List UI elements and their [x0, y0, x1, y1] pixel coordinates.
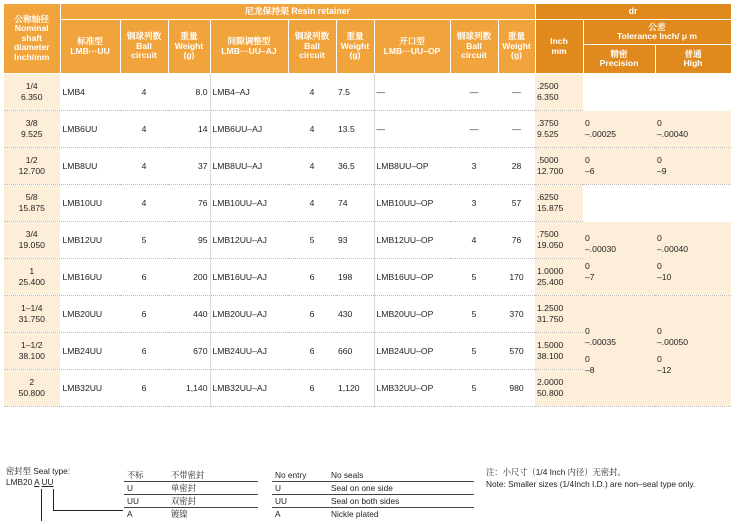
- seal-desc-en: Seal on one side: [328, 482, 474, 495]
- ball-circuit-standard: 5: [120, 222, 168, 259]
- open-model: LMB16UU–OP: [374, 259, 450, 296]
- adjustable-model: LMB24UU–AJ: [210, 333, 288, 370]
- tolerance-precision: 0 –.00030 0 –7: [583, 222, 655, 296]
- weight-standard: 200: [168, 259, 210, 296]
- adjustable-model: LMB6UU–AJ: [210, 111, 288, 148]
- weight-standard: 670: [168, 333, 210, 370]
- standard-model: LMB24UU: [60, 333, 120, 370]
- dr-inch-mm: 2.0000 50.800: [535, 370, 583, 407]
- ball-circuit-adjustable: 6: [288, 333, 336, 370]
- open-model: LMB10UU–OP: [374, 185, 450, 222]
- header-resin-retainer: 尼龙保持架 Resin retainer: [60, 4, 535, 20]
- header-standard: 标准型 LMB···UU: [60, 20, 120, 74]
- weight-standard: 95: [168, 222, 210, 259]
- ball-circuit-open: —: [450, 111, 498, 148]
- header-adjustable: 间隙调整型 LMB···UU–AJ: [210, 20, 288, 74]
- seal-row: [124, 469, 474, 482]
- adjustable-model: LMB8UU–AJ: [210, 148, 288, 185]
- adjustable-model: LMB10UU–AJ: [210, 185, 288, 222]
- header-inch-mm: Inch mm: [535, 20, 583, 74]
- ball-circuit-open: 3: [450, 185, 498, 222]
- header-weight-2: 重量 Weight (g): [336, 20, 374, 74]
- seal-code-uu: UU: [41, 477, 54, 487]
- seal-code-cn: A: [127, 509, 133, 519]
- weight-standard: 1,140: [168, 370, 210, 407]
- shaft-diameter: 3/8 9.525: [4, 111, 60, 148]
- spec-table: [4, 4, 732, 407]
- standard-model: LMB10UU: [60, 185, 120, 222]
- dr-inch-mm: .7500 19.050: [535, 222, 583, 259]
- weight-standard: 440: [168, 296, 210, 333]
- header-tolerance: 公差 Tolerance Inch/ μ m: [583, 20, 731, 45]
- seal-code-cn: 不标: [124, 469, 168, 482]
- table-row: [4, 185, 731, 222]
- ball-circuit-adjustable: 4: [288, 111, 336, 148]
- seal-code-cn: U: [124, 482, 168, 495]
- ball-circuit-standard: 6: [120, 370, 168, 407]
- tolerance-high: 0 –.00050 0 –12: [655, 296, 731, 407]
- leader-line-uu-horizontal: [53, 510, 123, 511]
- standard-model: LMB8UU: [60, 148, 120, 185]
- header-precision: 精密 Precision: [583, 45, 655, 74]
- leader-line-a-vertical: [41, 489, 42, 521]
- tolerance-precision: 0 –.00035 0 –8: [583, 296, 655, 407]
- table-row: [4, 74, 731, 111]
- spec-table-body: [4, 74, 731, 407]
- header-dr: dr: [535, 4, 731, 20]
- table-row: [4, 296, 731, 333]
- dr-inch-mm: 1.0000 25.400: [535, 259, 583, 296]
- tolerance-high: 0 –.00040: [655, 111, 731, 148]
- dr-inch-mm: .5000 12.700: [535, 148, 583, 185]
- weight-adjustable: 1,120: [336, 370, 374, 407]
- ball-circuit-adjustable: 5: [288, 222, 336, 259]
- weight-open: 76: [498, 222, 535, 259]
- ball-circuit-standard: 4: [120, 185, 168, 222]
- shaft-diameter: 1–1/4 31.750: [4, 296, 60, 333]
- adjustable-model: LMB20UU–AJ: [210, 296, 288, 333]
- weight-standard: 8.0: [168, 74, 210, 111]
- seal-desc-cn: 镀镍: [171, 509, 188, 519]
- shaft-diameter: 1/2 12.700: [4, 148, 60, 185]
- ball-circuit-open: 4: [450, 222, 498, 259]
- weight-adjustable: 7.5: [336, 74, 374, 111]
- open-model: —: [374, 111, 450, 148]
- shaft-diameter: 1/4 6.350: [4, 74, 60, 111]
- standard-model: LMB20UU: [60, 296, 120, 333]
- header-ball-circuit-2: 钢球列数 Ball circuit: [288, 20, 336, 74]
- ball-circuit-open: 5: [450, 259, 498, 296]
- seal-desc-cn: 不带密封: [168, 469, 258, 482]
- weight-standard: 37: [168, 148, 210, 185]
- header-ball-circuit-1: 钢球列数 Ball circuit: [120, 20, 168, 74]
- tolerance-high: 0 –9: [655, 148, 731, 185]
- weight-adjustable: 660: [336, 333, 374, 370]
- header-ball-circuit-3: 钢球列数 Ball circuit: [450, 20, 498, 74]
- standard-model: LMB16UU: [60, 259, 120, 296]
- seal-code-cn: UU: [124, 495, 168, 508]
- header-nominal-shaft: 公称轴径 Nominal shaft diameter Inch/mm: [4, 4, 60, 74]
- seal-code-en: No entry: [272, 469, 328, 482]
- open-model: LMB20UU–OP: [374, 296, 450, 333]
- ball-circuit-adjustable: 6: [288, 296, 336, 333]
- weight-open: 370: [498, 296, 535, 333]
- seal-row: [124, 482, 474, 495]
- seal-code-en: UU: [272, 495, 328, 508]
- seal-gap: [258, 495, 272, 508]
- ball-circuit-adjustable: 6: [288, 259, 336, 296]
- adjustable-model: LMB4–AJ: [210, 74, 288, 111]
- seal-desc-en: Seal on both sides: [328, 495, 474, 508]
- table-row: [4, 111, 731, 148]
- seal-row: [124, 495, 474, 508]
- seal-note: 注：小尺寸（1/4 Inch 内径）无密封。 Note: Smaller sizes (1/4Inch I.D.) are non–seal type only.: [486, 467, 696, 489]
- weight-standard: 14: [168, 111, 210, 148]
- weight-standard: 76: [168, 185, 210, 222]
- weight-open: —: [498, 111, 535, 148]
- seal-code-en: U: [272, 482, 328, 495]
- ball-circuit-standard: 6: [120, 259, 168, 296]
- standard-model: LMB4: [60, 74, 120, 111]
- ball-circuit-open: —: [450, 74, 498, 111]
- ball-circuit-standard: 6: [120, 296, 168, 333]
- shaft-diameter: 3/4 19.050: [4, 222, 60, 259]
- weight-open: 170: [498, 259, 535, 296]
- shaft-diameter: 1 25.400: [4, 259, 60, 296]
- table-row: [4, 222, 731, 259]
- ball-circuit-standard: 4: [120, 74, 168, 111]
- weight-adjustable: 13.5: [336, 111, 374, 148]
- ball-circuit-adjustable: 4: [288, 185, 336, 222]
- ball-circuit-adjustable: 6: [288, 370, 336, 407]
- seal-type-label: 密封型 Seal type: LMB20 A UU: [6, 466, 71, 487]
- open-model: LMB24UU–OP: [374, 333, 450, 370]
- open-model: —: [374, 74, 450, 111]
- tolerance-high: 0 –.00040 0 –10: [655, 222, 731, 296]
- ball-circuit-open: 3: [450, 148, 498, 185]
- weight-open: 980: [498, 370, 535, 407]
- seal-row: [124, 508, 474, 521]
- dr-inch-mm: 1.2500 31.750: [535, 296, 583, 333]
- tolerance-precision: 0 –6: [583, 148, 655, 185]
- weight-open: 28: [498, 148, 535, 185]
- weight-open: 570: [498, 333, 535, 370]
- seal-gap: [258, 508, 272, 521]
- weight-adjustable: 198: [336, 259, 374, 296]
- seal-gap: [258, 482, 272, 495]
- weight-open: —: [498, 74, 535, 111]
- ball-circuit-adjustable: 4: [288, 74, 336, 111]
- adjustable-model: LMB16UU–AJ: [210, 259, 288, 296]
- ball-circuit-open: 5: [450, 370, 498, 407]
- seal-code-a: A: [34, 477, 40, 487]
- standard-model: LMB32UU: [60, 370, 120, 407]
- standard-model: LMB12UU: [60, 222, 120, 259]
- seal-code-en: A: [275, 509, 281, 519]
- open-model: LMB32UU–OP: [374, 370, 450, 407]
- seal-desc-en: No seals: [328, 469, 474, 482]
- ball-circuit-open: 5: [450, 296, 498, 333]
- seal-desc-cn: 双密封: [168, 495, 258, 508]
- dr-inch-mm: .2500 6.350: [535, 74, 583, 111]
- header-weight-1: 重量 Weight (g): [168, 20, 210, 74]
- dr-inch-mm: .6250 15.875: [535, 185, 583, 222]
- shaft-diameter: 1–1/2 38.100: [4, 333, 60, 370]
- open-model: LMB12UU–OP: [374, 222, 450, 259]
- open-model: LMB8UU–OP: [374, 148, 450, 185]
- ball-circuit-standard: 4: [120, 111, 168, 148]
- header-open-type: 开口型 LMB···UU–OP: [374, 20, 450, 74]
- adjustable-model: LMB32UU–AJ: [210, 370, 288, 407]
- header-weight-3: 重量 Weight (g): [498, 20, 535, 74]
- ball-circuit-adjustable: 4: [288, 148, 336, 185]
- weight-adjustable: 36.5: [336, 148, 374, 185]
- dr-inch-mm: 1.5000 38.100: [535, 333, 583, 370]
- adjustable-model: LMB12UU–AJ: [210, 222, 288, 259]
- leader-line-uu-vertical: [53, 489, 54, 511]
- seal-desc-cn: 单密封: [168, 482, 258, 495]
- header-high: 普通 High: [655, 45, 731, 74]
- seal-gap: [258, 469, 272, 482]
- table-row: [4, 148, 731, 185]
- dr-inch-mm: .3750 9.525: [535, 111, 583, 148]
- ball-circuit-standard: 4: [120, 148, 168, 185]
- standard-model: LMB6UU: [60, 111, 120, 148]
- weight-adjustable: 74: [336, 185, 374, 222]
- weight-open: 57: [498, 185, 535, 222]
- shaft-diameter: 5/8 15.875: [4, 185, 60, 222]
- tolerance-precision: 0 –.00025: [583, 111, 655, 148]
- seal-type-table: [124, 469, 474, 520]
- shaft-diameter: 2 50.800: [4, 370, 60, 407]
- ball-circuit-standard: 6: [120, 333, 168, 370]
- ball-circuit-open: 5: [450, 333, 498, 370]
- weight-adjustable: 93: [336, 222, 374, 259]
- weight-adjustable: 430: [336, 296, 374, 333]
- seal-desc-en: Nickle plated: [331, 509, 379, 519]
